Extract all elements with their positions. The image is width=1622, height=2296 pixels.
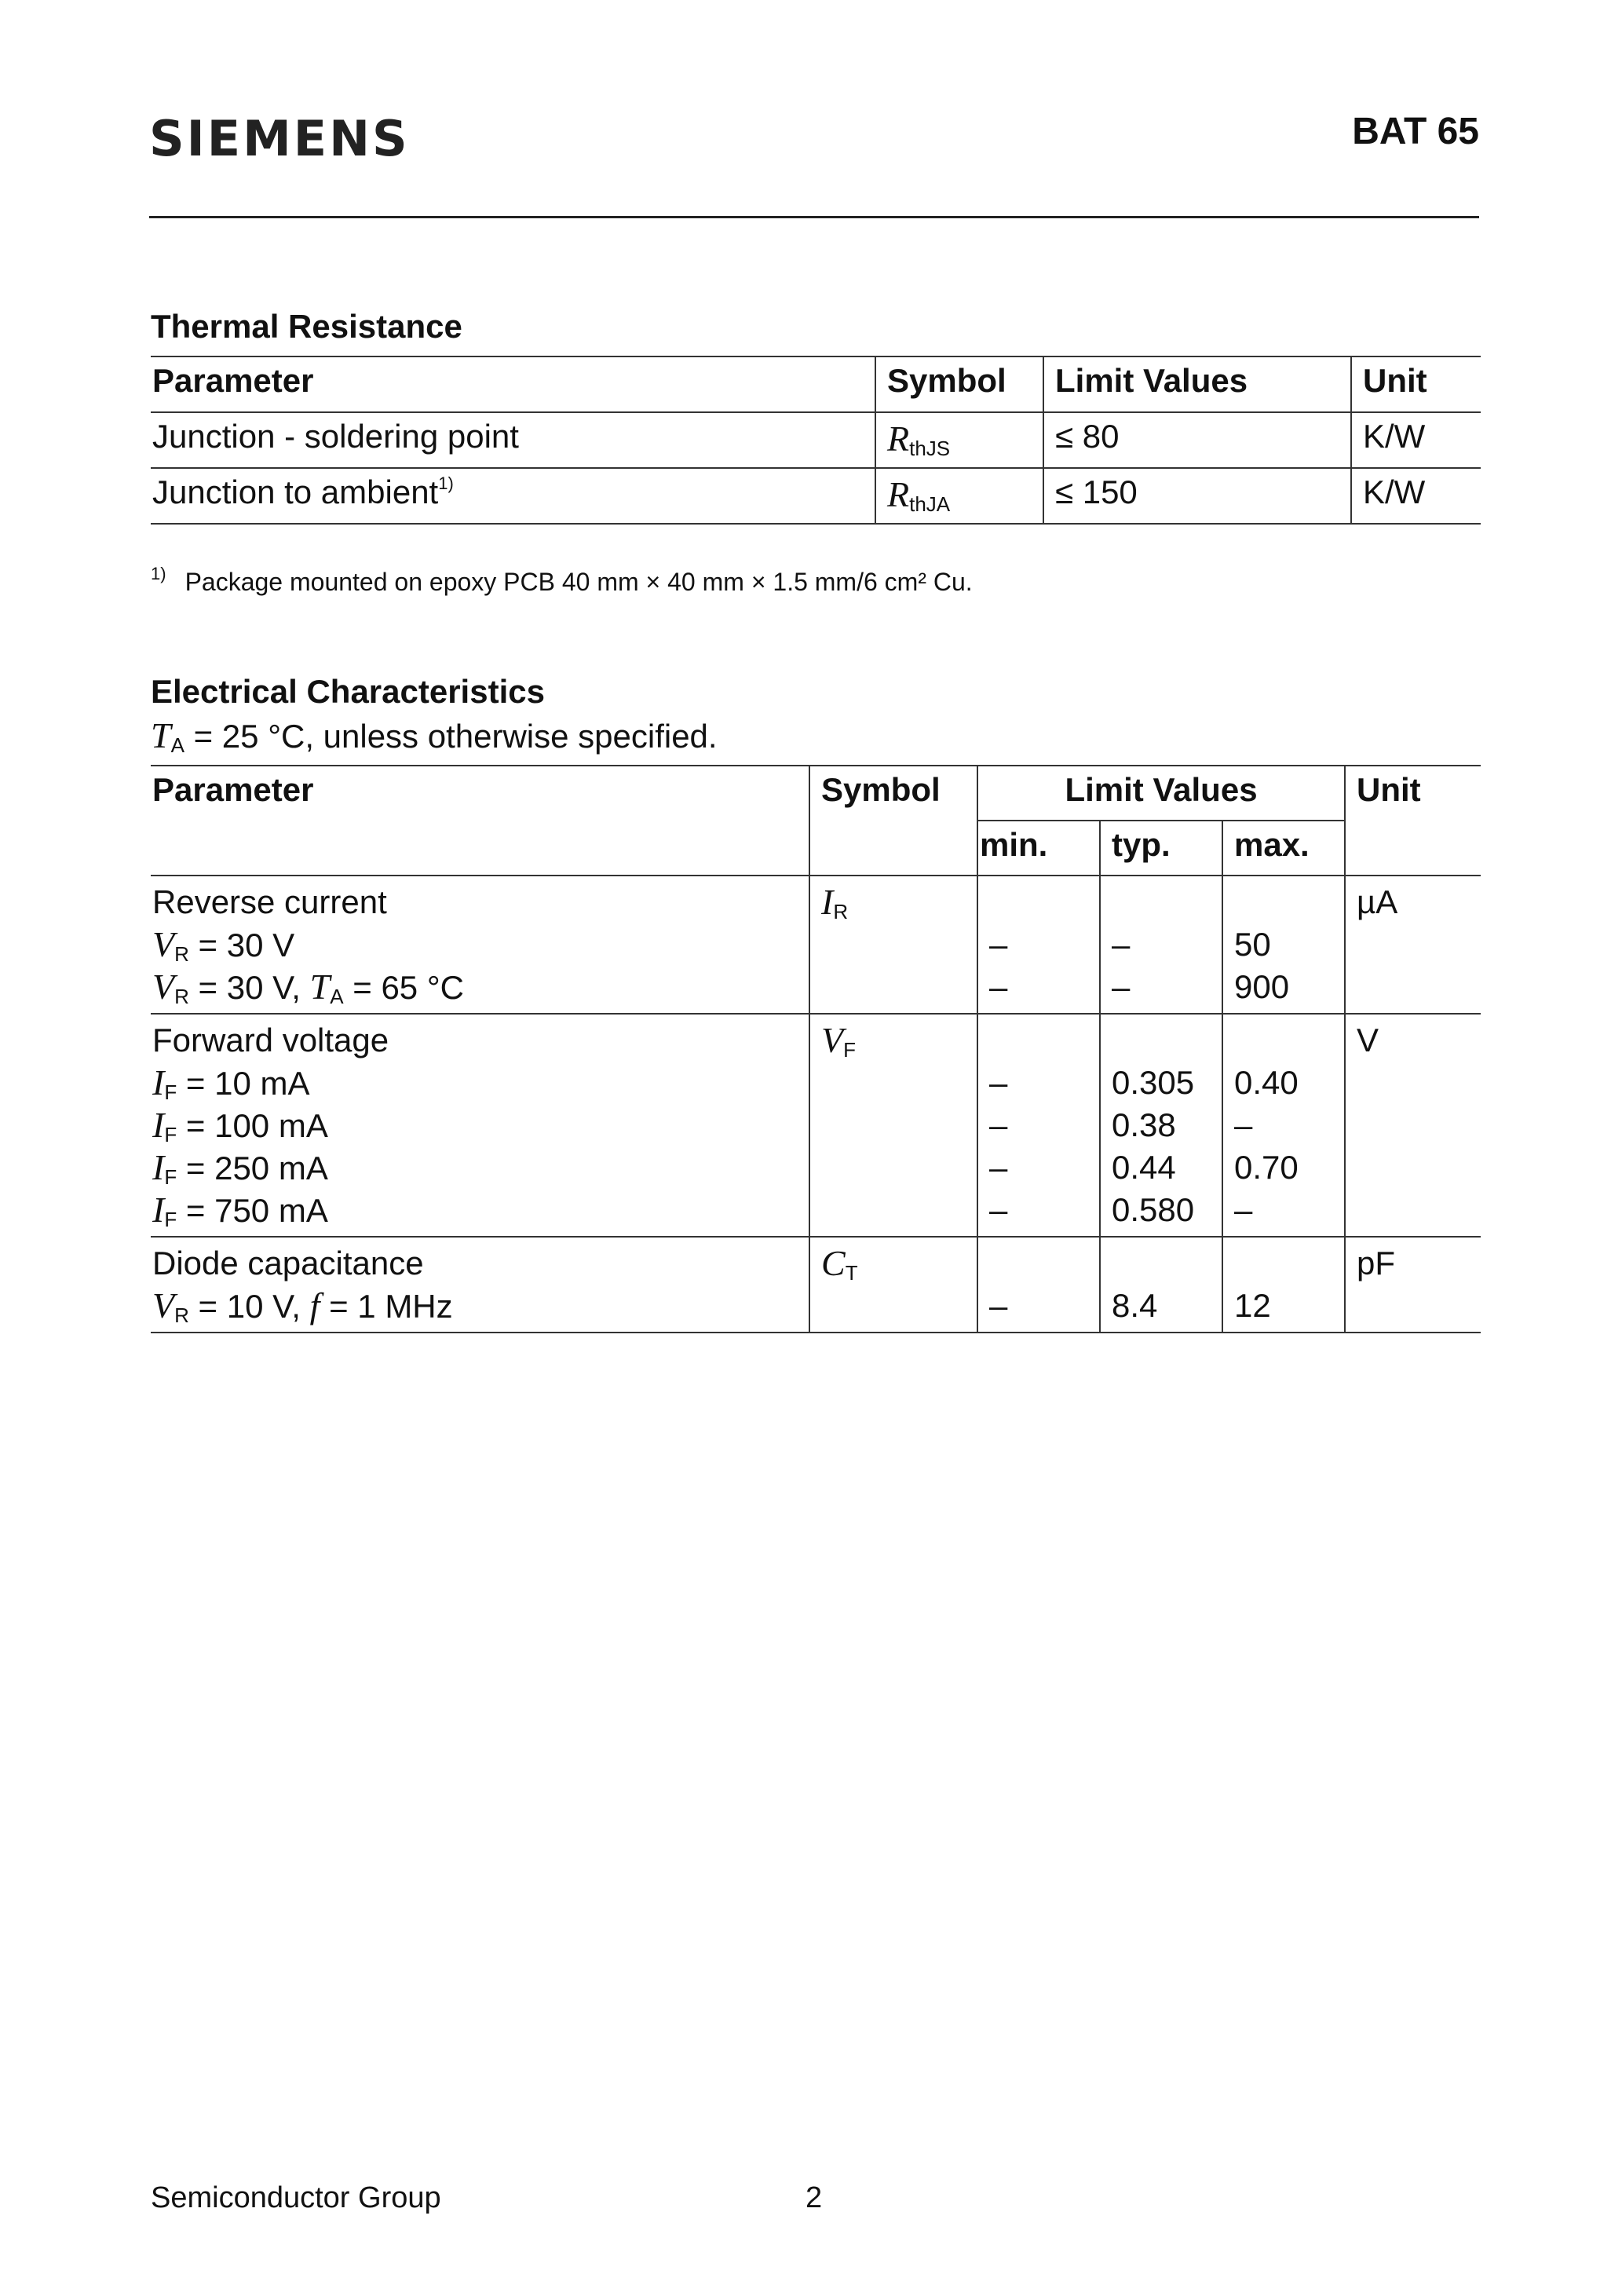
max-cell: 12 [1222,1237,1345,1333]
table-row [151,468,1481,524]
part-number: BAT 65 [1352,111,1479,152]
thermal-resistance-title: Thermal Resistance [151,308,462,345]
max-cell: 0.40 – 0.70 – [1222,1014,1345,1237]
table-header-row [151,356,1481,412]
col-unit: Unit [1351,356,1481,412]
electrical-characteristics-title: Electrical Characteristics [151,673,545,710]
symbol-cell: $C_T$ [809,1237,977,1333]
min-cell: – – [977,876,1100,1014]
unit-cell: K/W [1351,468,1481,524]
table-header-row [151,766,1481,821]
col-typ: typ. [1100,821,1222,876]
symbol-cell: $I_R$ [809,876,977,1014]
footnote-ref: 1) [438,473,454,493]
limit-cell: ≤ 80 [1043,412,1351,468]
parameter-cell: Junction - soldering point [151,412,875,468]
limit-cell: ≤ 150 [1043,468,1351,524]
siemens-logo: SIEMENS [149,110,410,167]
col-parameter: Parameter [151,766,809,876]
symbol-cell: $V_F$ [809,1014,977,1237]
col-unit: Unit [1345,766,1481,876]
table-row [151,1237,1481,1333]
parameter-cell: Junction to ambient$^{1)}$ [151,468,875,524]
test-condition: $T_A = 25$ °C, unless otherwise specified. [151,715,718,757]
parameter-cell: Diode capacitance $V_R = 10$ V, f = 1 MHz [151,1237,809,1333]
footer-company: Semiconductor Group [151,2181,441,2214]
unit-cell: pF [1345,1237,1481,1333]
parameter-cell: Forward voltage $I_F = 10$ mA $I_F = 100$ mA $I_F = 250$ mA $I_F = 750$ mA [151,1014,809,1237]
unit-cell: µA [1345,876,1481,1014]
unit-cell: K/W [1351,412,1481,468]
col-parameter: Parameter [151,356,875,412]
thermal-resistance-table [151,356,1481,525]
col-limit-values: Limit Values [1043,356,1351,412]
table-row [151,412,1481,468]
table-row [151,876,1481,1014]
col-symbol: Symbol [875,356,1043,412]
min-cell: – – – – [977,1014,1100,1237]
col-min: min. [977,821,1100,876]
typ-cell: – – [1100,876,1222,1014]
page-number: 2 [806,2181,823,2214]
table-row [151,1014,1481,1237]
typ-cell: 8.4 [1100,1237,1222,1333]
header-divider [149,216,1479,218]
footnote: $^{1)}$ Package mounted on epoxy PCB 40 mm × 40 mm × 1.5 mm/6 cm² Cu. [151,564,973,596]
min-cell: – [977,1237,1100,1333]
col-symbol: Symbol [809,766,977,876]
col-limit-values: Limit Values [977,766,1345,821]
unit-cell: V [1345,1014,1481,1237]
symbol-cell: $R_{thJS}$ [875,412,1043,468]
typ-cell: 0.305 0.38 0.44 0.580 [1100,1014,1222,1237]
col-max: max. [1222,821,1345,876]
max-cell: 50 900 [1222,876,1345,1014]
symbol-cell: $R_{thJA}$ [875,468,1043,524]
parameter-cell: Reverse current $V_R = 30$ V $V_R = 30$ V, $T_A = 65$ °C [151,876,809,1014]
electrical-characteristics-table [151,765,1481,1333]
